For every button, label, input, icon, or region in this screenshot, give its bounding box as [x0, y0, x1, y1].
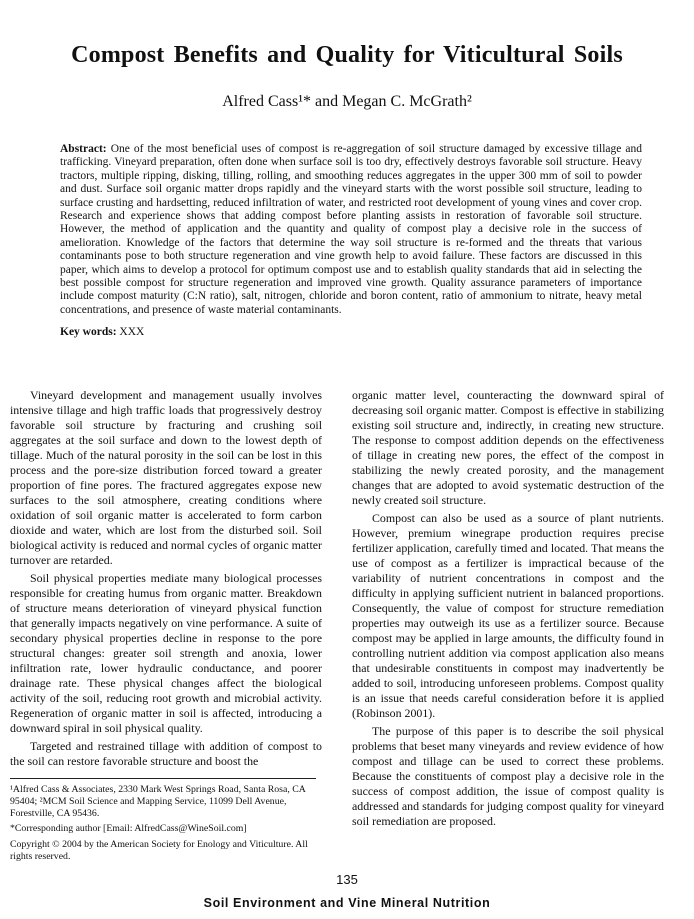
- paragraph: Soil physical properties mediate many biological processes responsible for creating humus from organic matter. Breakdown of structure means deterioration of vineyard physical function that generally impacts negatively on vine performance. A suite of secondary physical properties decline in response to the pore structural changes: greater soil strength and anoxia, lower infiltration rate, lower hydraulic conductance, and poorer drainage rate. These physical changes affect the biological activity of the soil, reducing root growth and microbial activity. Regeneration of organic matter in soil is affected, introducing a downward spiral in soil physical quality.: [10, 570, 322, 735]
- footnote-copyright: Copyright © 2004 by the American Society for Enology and Viticulture. All rights reserved.: [10, 838, 308, 862]
- body-column-left: [10, 388, 322, 866]
- page-number: 135: [336, 872, 358, 887]
- page-title: Compost Benefits and Quality for Viticultural Soils: [71, 42, 623, 68]
- abstract-text: One of the most beneficial uses of compost is re-aggregation of soil structure damaged by excessive tillage and trafficking. Vineyard preparation, often done when surface soil is too dry, effectively destroys favorable soil structure. Heavy tractors, multiple ripping, disking, tilling, rolling, and smoothing reduces aggregates in the upper 300 mm of soil to powder and dust. Surface soil organic matter drops rapidly and the vineyard starts with the worst possible soil structure, leading to surface crusting and hardsetting, reduced infiltration of water, and restricted root development of young vines and cover crop. Research and experience shows that adding compost before planting assists in restoration of favorable soil structure. However, the method of application and the quantity and quality of compost play a decisive role in the success of amelioration. Knowledge of the factors that determine the way soil structure is re-formed and the threats that various contaminants pose to both structure regeneration and vine growth help to avoid failure. These factors are discussed in this paper, which aims to develop a protocol for optimum compost use and to establish quality standards that aid in selecting the best possible compost for structure regeneration and improved vine growth. Quality assurance parameters of importance include compost maturity (C:N ratio), salt, nitrogen, chloride and boron content, ratio of ammonium to nitrate, heavy metal concentrations, and presence of waste material contaminants.: [60, 143, 643, 316]
- running-footer: Soil Environment and Vine Mineral Nutrition: [203, 896, 491, 910]
- paragraph: Targeted and restrained tillage with addition of compost to the soil can restore favorable structure and boost the: [10, 738, 322, 768]
- keywords-line: [60, 326, 642, 339]
- footnote-divider: [10, 778, 316, 779]
- body-columns: [10, 388, 684, 866]
- paragraph: Vineyard development and management usually involves intensive tillage and high traffic loads that progressively destroy favorable soil structure by fracturing and crushing soil aggregates at the soil surface and down to the lowest depth of tillage. Much of the natural porosity in the soil can be lost in this process and the pore-size distribution forced toward a greater proportion of fine pores. The fractured aggregates expose new surfaces to the soil atmosphere, creating conditions where oxidation of soil organic matter is accelerated to form carbon dioxide and water, which are lost from the disturbed soil. Soil biological activity is reduced and normal cycles of organic matter turnover are retarded.: [10, 387, 322, 567]
- body-column-right: [352, 388, 664, 866]
- paragraph: Compost can also be used as a source of plant nutrients. However, premium winegrape production requires precise fertilizer application, carefully timed and located. That means the use of compost as a fertilizer is impractical because of the variability of nutrient concentrations in compost and the difficulty in applying sufficient nutrient in balanced proportions. Consequently, the value of compost for structure remediation properties may outweigh its use as a fertilizer source. Because compost may be applied in large amounts, the difficulty found in controlling nutrient addition via compost application also means that undesirable constituents in compost may inadvertently be added to soil, introducing unforeseen problems. Compost quality is an issue that needs careful consideration before it is applied (Robinson 2001).: [352, 510, 664, 720]
- footnote-block: [10, 778, 322, 863]
- paragraph: The purpose of this paper is to describe the soil physical problems that beset many vineyards and review evidence of how compost and tillage can be used to correct these problems. Because the constituents of compost play a decisive role in the success of compost addition, the issue of compost quality is addressed and standards for judging compost quality for vineyard soil remediation are proposed.: [352, 723, 664, 828]
- authors-line: Alfred Cass¹* and Megan C. McGrath²: [222, 93, 472, 110]
- footnote-affiliations: ¹Alfred Cass & Associates, 2330 Mark West Springs Road, Santa Rosa, CA 95404; ²MCM Soil Science and Mapping Service, 11099 Dell Avenue, Forestville, CA 95436.: [10, 783, 306, 820]
- paragraph: organic matter level, counteracting the downward spiral of decreasing soil organic matter. Compost is effective in stabilizing existing soil structure and, indirectly, in creating new structure. The response to compost addition depends on the effectiveness of tillage in creating new pores, the effect of the compost in stabilizing the newly created porosity, and the management changes that are adopted to avoid systematic destruction of the newly created soil structure.: [352, 387, 664, 507]
- keywords-label: Key words:: [60, 326, 117, 339]
- keywords-text: XXX: [119, 326, 145, 339]
- footnote-corresponding-author: *Corresponding author [Email: AlfredCass@WineSoil.com]: [10, 823, 247, 835]
- abstract-label: Abstract:: [60, 143, 107, 155]
- abstract-section: [60, 143, 642, 317]
